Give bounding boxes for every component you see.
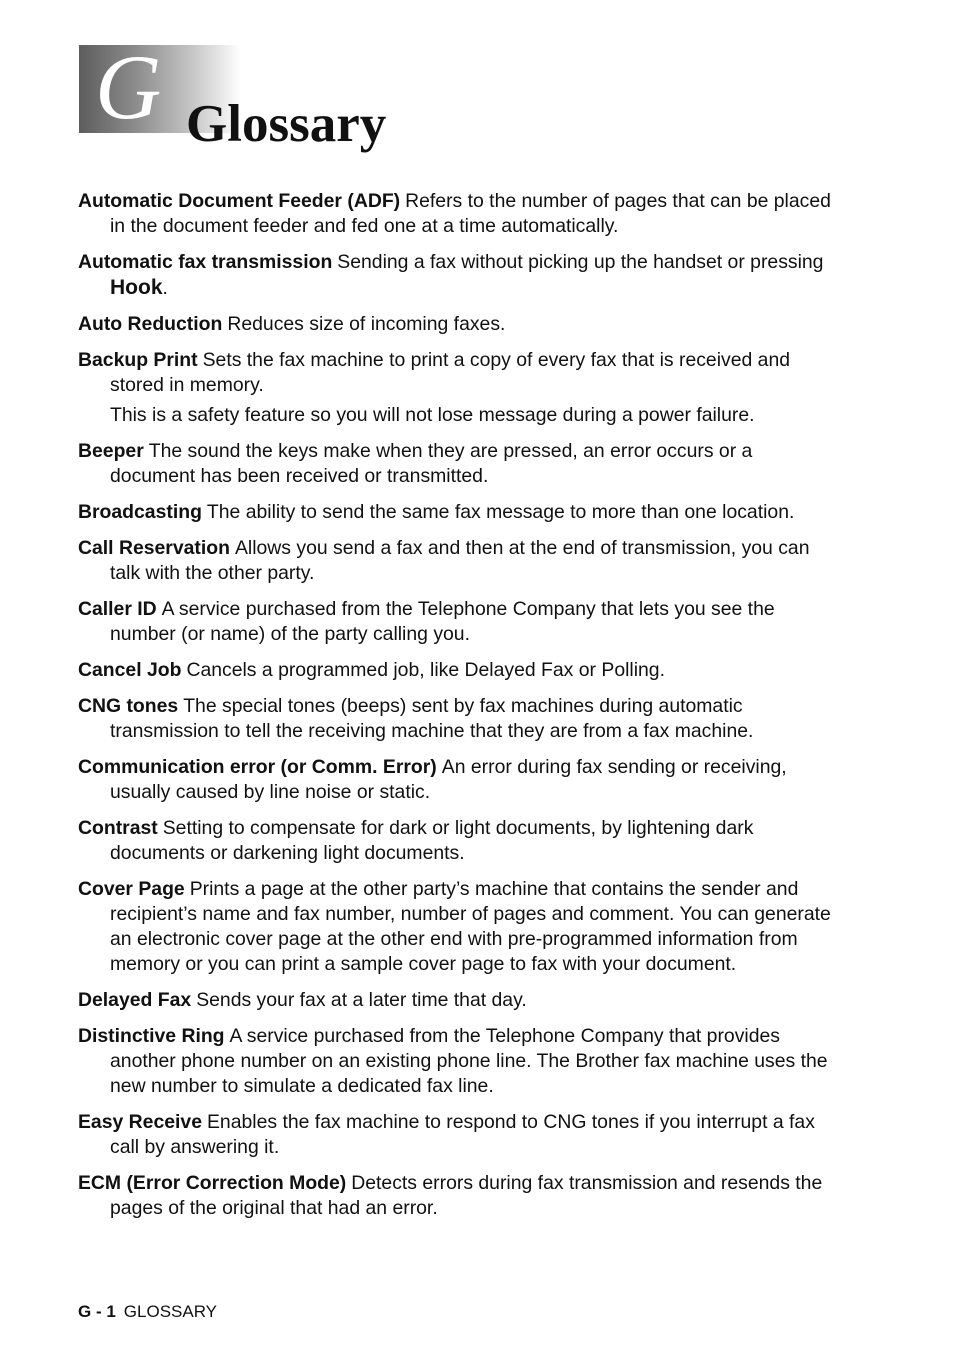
hook-key-label: Hook	[110, 276, 163, 299]
glossary-entry	[78, 536, 838, 586]
chapter-header	[79, 36, 679, 153]
glossary-entry	[78, 250, 838, 301]
glossary-term: Contrast	[78, 817, 158, 839]
glossary-definition: Sets the fax machine to print a copy of every fax that is received and stored in memory.	[110, 349, 791, 396]
glossary-entry	[78, 597, 838, 647]
glossary-term: Cover Page	[78, 878, 185, 900]
glossary-term: CNG tones	[78, 695, 179, 717]
footer-section-label: GLOSSARY	[123, 1302, 218, 1321]
glossary-term: Automatic fax transmission	[78, 251, 333, 273]
glossary-entry	[78, 877, 838, 977]
glossary-term: Call Reservation	[78, 537, 230, 559]
glossary-definition: Setting to compensate for dark or light documents, by lightening dark documents or darkening light documents.	[110, 817, 754, 864]
glossary-entry	[78, 312, 838, 337]
glossary-definition: Reduces size of incoming faxes.	[227, 313, 506, 335]
glossary-entry	[78, 189, 838, 239]
glossary-entry	[78, 1171, 838, 1221]
glossary-term: Beeper	[78, 440, 144, 462]
glossary-definition: Prints a page at the other party’s machine that contains the sender and recipient’s name and fax number, number of pages and comment. You can generate an electronic cover page at the other end with pre-programmed information from memory or you can print a sample cover page to fax with your document.	[110, 878, 831, 975]
glossary-entry	[78, 1024, 838, 1099]
page-footer	[78, 1302, 217, 1322]
glossary-definition: An error during fax sending or receiving, usually caused by line noise or static.	[110, 756, 787, 803]
glossary-definition: Allows you send a fax and then at the end of transmission, you can talk with the other party.	[110, 537, 810, 584]
glossary-definition: Sending a fax without picking up the handset or pressing	[337, 251, 824, 273]
glossary-entry	[78, 500, 838, 525]
glossary-term: Cancel Job	[78, 659, 182, 681]
glossary-definition: The ability to send the same fax message to more than one location.	[206, 501, 795, 523]
glossary-term: Automatic Document Feeder (ADF)	[78, 190, 401, 212]
glossary-term: Backup Print	[78, 349, 198, 371]
glossary-definition: A service purchased from the Telephone Company that lets you see the number (or name) of the party calling you.	[110, 598, 775, 645]
page-title: Glossary	[186, 94, 387, 153]
glossary-definition: Cancels a programmed job, like Delayed Fax or Polling.	[186, 659, 665, 681]
glossary-definition: A service purchased from the Telephone Company that provides another phone number on an existing phone line. The Brother fax machine uses the new number to simulate a dedicated fax line.	[110, 1025, 828, 1097]
glossary-definition: The sound the keys make when they are pressed, an error occurs or a document has been received or transmitted.	[110, 440, 753, 487]
glossary-definition: The special tones (beeps) sent by fax machines during automatic transmission to tell the receiving machine that they are from a fax machine.	[110, 695, 754, 742]
definition-end: .	[162, 277, 168, 299]
page-number: G - 1	[78, 1302, 116, 1321]
glossary-term: Broadcasting	[78, 501, 202, 523]
glossary-entry	[78, 816, 838, 866]
glossary-entry	[78, 439, 838, 489]
glossary-entry	[78, 658, 838, 683]
glossary-entry	[78, 348, 838, 398]
glossary-term: Auto Reduction	[78, 313, 223, 335]
glossary-term: Distinctive Ring	[78, 1025, 225, 1047]
glossary-entry	[78, 694, 838, 744]
glossary-definition: Enables the fax machine to respond to CNG tones if you interrupt a fax call by answering it.	[110, 1111, 815, 1158]
glossary-list	[78, 189, 838, 1232]
glossary-term: Caller ID	[78, 598, 157, 620]
glossary-definition: Refers to the number of pages that can be placed in the document feeder and fed one at a time automatically.	[110, 190, 831, 237]
glossary-term: Delayed Fax	[78, 989, 192, 1011]
glossary-term: ECM (Error Correction Mode)	[78, 1172, 347, 1194]
chapter-letter: G	[95, 36, 162, 138]
glossary-definition: Sends your fax at a later time that day.	[196, 989, 527, 1011]
glossary-term: Easy Receive	[78, 1111, 202, 1133]
glossary-note: This is a safety feature so you will not lose message during a power failure.	[110, 404, 755, 426]
glossary-entry	[78, 755, 838, 805]
glossary-entry	[78, 1110, 838, 1160]
glossary-entry	[78, 988, 838, 1013]
glossary-term: Communication error (or Comm. Error)	[78, 756, 437, 778]
glossary-definition: Detects errors during fax transmission and resends the pages of the original that had an error.	[110, 1172, 823, 1219]
